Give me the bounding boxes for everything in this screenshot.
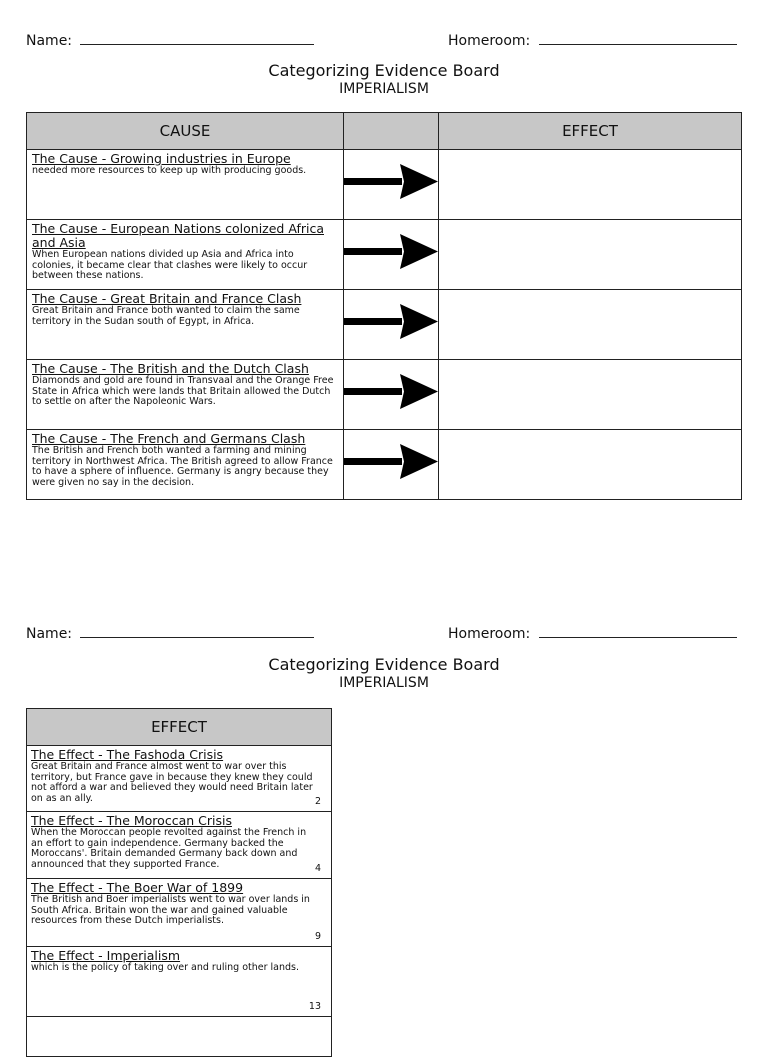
arrow-right-icon: [344, 220, 438, 290]
effect-answer-cell[interactable]: [439, 290, 742, 360]
cause-title: The Cause - The British and the Dutch Clash: [32, 361, 309, 376]
arrow-cell: [344, 150, 439, 220]
cause-cell: [27, 430, 344, 500]
homeroom-field-2[interactable]: [448, 626, 737, 642]
effect-title: The Effect - Imperialism: [31, 948, 181, 963]
card-number: 13: [308, 1001, 321, 1012]
cause-header: CAUSE: [27, 113, 344, 150]
name-field[interactable]: [26, 33, 314, 49]
table-row: [27, 430, 742, 500]
cause-title: The Cause - Great Britain and France Clash: [32, 291, 302, 306]
cause-description: needed more resources to keep up with producing goods.: [32, 165, 307, 176]
cause-title: The Cause - Growing industries in Europe: [32, 151, 291, 166]
arrow-right-icon: [344, 430, 438, 500]
page-subtitle-2: IMPERIALISM: [339, 675, 429, 691]
cause-cell: [27, 150, 344, 220]
arrow-cell: [344, 220, 439, 290]
cause-cell: [27, 360, 344, 430]
arrow-cell: [344, 290, 439, 360]
cause-description: Diamonds and gold are found in Transvaal and the Orange Free State in Africa which were lands that Britain allowed the Dutch to settle on after the Napoleonic Wars.: [32, 375, 334, 407]
effect-answer-cell[interactable]: [439, 430, 742, 500]
name-label: Name:: [26, 626, 73, 642]
effect-card[interactable]: [27, 947, 332, 1017]
card-number: 9: [314, 931, 321, 942]
page-title: Categorizing Evidence Board: [268, 61, 500, 80]
arrow-cell: [344, 360, 439, 430]
table-row: [27, 1017, 332, 1057]
cause-cell: [27, 290, 344, 360]
card-number: 4: [314, 863, 321, 874]
effect-description: Great Britain and France almost went to war over this territory, but France gave in because they knew they could not afford a war and believed they would need Britain later on as an ally.: [31, 761, 313, 804]
effect-description: When the Moroccan people revolted against the French in an effort to gain independence. Germany backed the Moroccans'. Britain demanded Germany back down and announced that they supported France.: [31, 827, 307, 870]
effect-card[interactable]: [27, 812, 332, 879]
homeroom-blank[interactable]: [539, 636, 737, 638]
effect-title: The Effect - The Moroccan Crisis: [31, 813, 232, 828]
effect-answer-cell[interactable]: [439, 360, 742, 430]
page-title-2: Categorizing Evidence Board: [268, 655, 500, 674]
table-row: [27, 290, 742, 360]
cause-effect-table: [26, 112, 742, 500]
table-row: [27, 220, 742, 290]
effect-card-partial: [27, 1017, 332, 1057]
table-row: [27, 150, 742, 220]
arrow-right-icon: [344, 360, 438, 430]
card-number: 2: [314, 796, 321, 807]
cause-description: The British and French both wanted a farming and mining territory in Northwest Africa. The British agreed to allow France to have a sphere of influence. Germany is angry because they were given no say in the decision.: [32, 445, 333, 488]
name-blank[interactable]: [80, 636, 314, 638]
cause-description: Great Britain and France both wanted to claim the same territory in the Sudan south of Egypt, in Africa.: [32, 305, 300, 327]
cause-title: The Cause - The French and Germans Clash: [32, 431, 306, 446]
name-blank[interactable]: [80, 43, 314, 45]
cause-description: When European nations divided up Asia and Africa into colonies, it became clear that clashes were likely to occur between these nations.: [32, 249, 308, 281]
arrow-right-icon: [344, 290, 438, 360]
name-field-2[interactable]: [26, 626, 314, 642]
effect-answer-cell[interactable]: [439, 220, 742, 290]
arrow-cell: [344, 430, 439, 500]
page-subtitle: IMPERIALISM: [339, 81, 429, 97]
effect-answer-cell[interactable]: [439, 150, 742, 220]
effect-title: The Effect - The Boer War of 1899: [31, 880, 244, 895]
effect-description: which is the policy of taking over and ruling other lands.: [31, 962, 300, 973]
effect-header: EFFECT: [27, 709, 332, 746]
table-row: [27, 360, 742, 430]
name-label: Name:: [26, 33, 73, 49]
effect-title: The Effect - The Fashoda Crisis: [31, 747, 224, 762]
homeroom-blank[interactable]: [539, 43, 737, 45]
table-row: [27, 812, 332, 879]
table-row: [27, 879, 332, 947]
homeroom-label: Homeroom:: [448, 33, 531, 49]
effect-header: EFFECT: [439, 113, 742, 150]
table-row: [27, 746, 332, 812]
effect-description: The British and Boer imperialists went to war over lands in South Africa. Britain won the war and gained valuable resources from these Dutch imperialists.: [31, 894, 310, 926]
table-row: [27, 947, 332, 1017]
effect-cards-table: [26, 708, 332, 1057]
cause-cell: [27, 220, 344, 290]
arrow-header: [344, 113, 439, 150]
cause-title: The Cause - European Nations colonized Africa and Asia: [32, 221, 324, 250]
homeroom-field[interactable]: [448, 33, 737, 49]
homeroom-label: Homeroom:: [448, 626, 531, 642]
arrow-right-icon: [344, 150, 438, 220]
effect-card[interactable]: [27, 879, 332, 947]
effect-card[interactable]: [27, 746, 332, 812]
